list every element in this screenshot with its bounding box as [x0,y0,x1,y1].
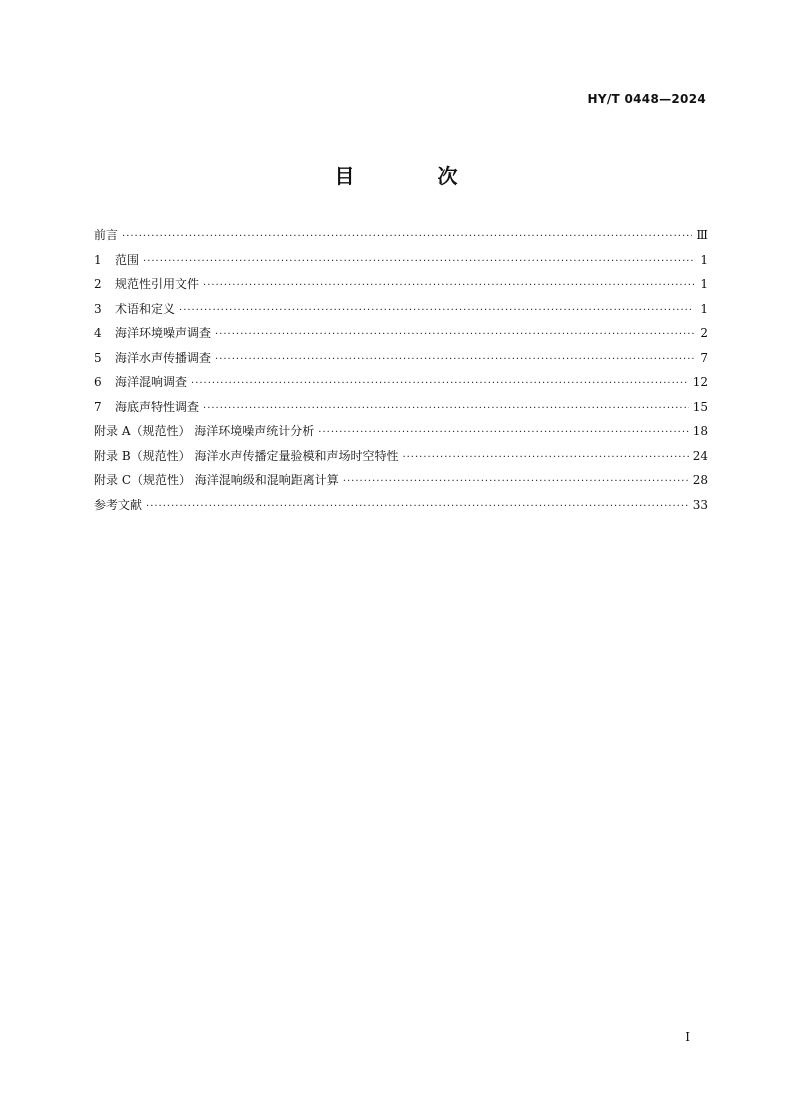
toc-entry-ambient-noise[interactable] [94,324,708,349]
toc-entry-page: 1 [700,301,708,316]
toc-entry-page: 2 [700,326,708,340]
toc-dot-leader [215,329,694,340]
toc-entry-text: 海底声特性调查 [115,399,200,414]
toc-entry-sound-propagation[interactable] [94,349,708,374]
toc-entry-terms-definitions[interactable] [94,300,708,325]
toc-entry-text: 规范性引用文件 [115,277,200,291]
toc-entry-text: 海洋水声传播调查 [115,350,212,365]
toc-dot-leader [318,427,688,438]
toc-entry-appendix-c[interactable] [94,471,708,496]
toc-entry-text: 前言 [94,228,119,242]
toc-entry-page: 1 [700,277,708,291]
toc-dot-leader [143,256,694,267]
toc-entry-bibliography[interactable] [94,496,708,521]
toc-entry-page: 18 [692,424,708,438]
toc-entry-number: 5 [94,350,102,365]
toc-dot-leader [215,354,694,365]
toc-entry-text: 参考文献 [94,497,143,512]
page-number: I [685,1030,690,1044]
toc-entry-page: 7 [700,350,708,365]
toc-dot-leader [203,280,694,291]
toc-entry-page: 15 [692,399,708,414]
toc-entry-text: 术语和定义 [115,301,176,316]
toc-entry-page: 33 [692,497,708,512]
toc-entry-number: 1 [94,252,102,267]
toc-entry-text: 附录 B（规范性） 海洋水声传播定量验模和声场时空特性 [94,448,399,463]
toc-entry-page: 1 [700,252,708,267]
toc-dot-leader [122,231,692,242]
toc-entry-reverberation[interactable] [94,373,708,398]
toc-entry-page: Ⅲ [696,228,708,242]
toc-entry-page: 24 [692,448,708,463]
table-of-contents [94,226,708,520]
toc-entry-page: 12 [692,375,708,389]
toc-entry-seabed-acoustics[interactable] [94,398,708,423]
toc-entry-preface[interactable] [94,226,708,251]
toc-entry-number: 3 [94,301,102,316]
toc-dot-leader [146,501,689,512]
toc-dot-leader [343,476,689,487]
toc-entry-page: 28 [692,473,708,487]
toc-entry-number: 2 [94,277,102,291]
toc-entry-number: 4 [94,326,102,340]
toc-entry-scope[interactable] [94,251,708,276]
toc-dot-leader [203,403,689,414]
toc-entry-number: 6 [94,375,102,389]
toc-dot-leader [179,305,694,316]
toc-dot-leader [402,452,688,463]
toc-entry-text: 附录 C（规范性） 海洋混响级和混响距离计算 [94,473,339,487]
toc-entry-number: 7 [94,399,102,414]
toc-entry-text: 附录 A（规范性） 海洋环境噪声统计分析 [94,424,315,438]
toc-entry-appendix-a[interactable] [94,422,708,447]
standard-code: HY/T 0448—2024 [587,92,706,106]
toc-entry-text: 范围 [115,252,140,267]
toc-entry-normative-references[interactable] [94,275,708,300]
toc-entry-text: 海洋混响调查 [115,375,188,389]
toc-dot-leader [191,378,689,389]
toc-entry-appendix-b[interactable] [94,447,708,472]
toc-entry-text: 海洋环境噪声调查 [115,326,212,340]
page-title: 目 次 [334,164,496,188]
